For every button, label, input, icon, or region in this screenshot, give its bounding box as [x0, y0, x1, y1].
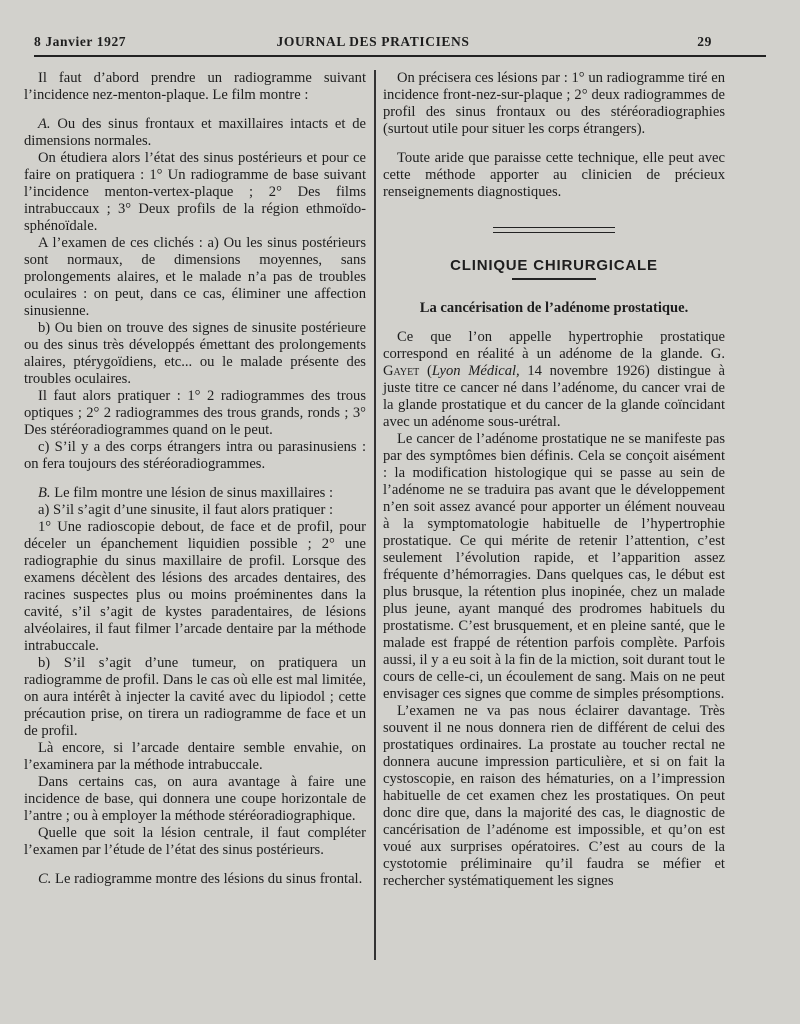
header-journal-title: JOURNAL DES PRATICIENS — [276, 34, 470, 49]
paragraph: Là encore, si l’arcade dentaire semble envahie, on l’examinera par la méthode intrabuccale. — [24, 740, 366, 773]
paragraph: Il faut d’abord prendre un radiogramme suivant l’incidence nez-menton-plaque. Le film montre : — [24, 70, 366, 103]
source-title: Lyon Médical, — [431, 362, 520, 379]
paragraph: 1° Une radioscopie debout, de face et de profil, pour déceler un épanchement liquidien possible ; 2° une radiographie du sinus maxillaire de profil. Lorsque des examens décèlent des lésions des arcades dentaires, des racines suspectes plus ou moins proéminentes dans la cavité, s’il s’agit de kystes paradentaires, de lésions alvéolaires, il faut filmer l’arcade dentaire par la méthode intrabuccale. — [24, 519, 366, 654]
intro-text: Ce que l’on appelle hypertrophie prostatique correspond en réalité à un adénome de la glande. — [383, 328, 725, 362]
paragraph: a) S’il s’agit d’une sinusite, il faut alors pratiquer : — [38, 502, 334, 518]
article-title: La cancérisation de l’adénome prostatique. — [419, 299, 689, 316]
paragraph: Quelle que soit la lésion centrale, il faut compléter l’examen par l’étude de l’état des sinus postérieurs. — [24, 825, 366, 858]
paragraph-section-a — [24, 116, 366, 150]
paragraph: A l’examen de ces clichés : a) Ou les sinus postérieurs sont normaux, de dimensions moyennes, sans prolongements alaires, et le malade n’a pas de troubles oculaires : on peut, dans ce cas, éliminer une affection sinusienne. — [24, 235, 366, 319]
section-c-label: C. — [38, 871, 52, 887]
section-underline — [512, 278, 596, 280]
paragraph: Dans certains cas, on aura avantage à faire une incidence de base, qui donnera une coupe horizontale de l’antre ; ou à employer la méthode stéréoradiographique. — [24, 774, 366, 824]
paragraph: b) Ou bien on trouve des signes de sinusite postérieure ou des sinus très développés émettant des prolongements alaires, ptérygoïdiens, etc... ou le malade présente des troubles oculaires. — [24, 320, 366, 387]
header-rule — [34, 55, 766, 57]
paragraph-section-b — [24, 485, 366, 502]
header-page-number: 29 — [697, 34, 712, 49]
paragraph: Le cancer de l’adénome prostatique ne se manifeste pas par des symptômes bien définis. Cela se conçoit aisément : la modification histologique qui se passe au sein de l’adénome ne se traduira pas avant que le développement n’en soit assez avancé pour apporter un élément nouveau à la symptomatologie habituelle de l’hypertrophie prostatique. Ce qui mérite de retenir l’attention, c’est seulement l’évolution rapide, et l’apparition assez fréquente d’hémorragies. Dans quelques cas, le début est plus brusque, la rétention plus inopinée, chez un malade plus jeune, ayant manqué des prodromes habituels du prostatisme. C’est brusquement, et en pleine santé, que le malade est frappé de rétention parfois complète. Parfois aussi, il y a eu soit à la fin de la miction, soit durant tout le cours de celle-ci, un écoulement de sang. Mais on ne peut envisager ces signes que comme de simples présomptions. — [383, 430, 725, 702]
section-c-text: Le radiogramme montre des lésions du sinus frontal. — [51, 871, 363, 887]
right-column — [383, 70, 725, 890]
paragraph: On étudiera alors l’état des sinus postérieurs et pour ce faire on pratiquera : 1° Un radiogramme de base suivant l’incidence menton-vertex-plaque ; 2° Des films intrabuccaux ; 3° Deux profils de la région ethmoïdo-sphénoïdale. — [24, 150, 366, 234]
section-a-label: A. — [38, 116, 51, 132]
left-column — [24, 70, 366, 888]
paragraph: Il faut alors pratiquer : 1° 2 radiogrammes des trous optiques ; 2° 2 radiogrammes des trous grands, ronds ; 3° Des stéréoradiogrammes quand on le peut. — [24, 388, 366, 438]
intro-text-continued: 14 novembre 1926) distingue à juste titre ce cancer né dans l’adénome, du cancer vrai de la glande prostatique et du cancer de la glande coïncidant avec un adénome sous-urétral. — [383, 362, 725, 430]
paragraph: On précisera ces lésions par : 1° un radiogramme tiré en incidence front-nez-sur-plaque ; 2° deux radiogrammes de profil des sinus frontaux ou des stéréoradiographies (surtout utile pour situer les corps étrangers). — [383, 70, 725, 137]
section-a-text: Ou des sinus frontaux et maxillaires intacts et de dimensions normales. — [24, 116, 366, 149]
paragraph: L’examen ne va pas nous éclairer davantage. Très souvent il ne nous donnera rien de différent de celui des prostatiques ordinaires. La prostate au toucher rectal ne donnera aucune impression particulière, et si on fait la cystoscopie, en raison des hématuries, on a l’impression habituelle de cet examen chez les prostatiques. On peut donc dire que, dans la majorité des cas, le diagnostic de cancérisation de l’adénome est impossible, et qu’on est voué aux surprises opératoires. C’est au cours de la cystotomie préliminaire qu’il faudra se méfier et rechercher systématiquement les signes — [383, 702, 725, 889]
paragraph: c) S’il y a des corps étrangers intra ou parasinusiens : on fera toujours des stéréoradiogrammes. — [24, 439, 366, 472]
paragraph: Toute aride que paraisse cette technique, elle peut avec cette méthode apporter au clinicien de précieux renseignements diagnostiques. — [383, 150, 725, 200]
paragraph-section-c — [24, 871, 366, 888]
header-date: 8 Janvier 1927 — [34, 34, 127, 49]
section-b-label: B. — [38, 485, 51, 501]
section-title: CLINIQUE CHIRURGICALE — [450, 257, 658, 274]
column-divider — [374, 70, 376, 960]
section-b-text: Le film montre une lésion de sinus maxillaires : — [50, 485, 334, 501]
page-header — [34, 34, 712, 54]
section-double-rule — [493, 227, 615, 233]
paragraph-intro: Ce que l’on appelle hypertrophie prostatique correspond en réalité à un adénome de la glande. G. Gayet (Lyon Médical, 14 novembre 1926) distingue à juste titre ce cancer né dans l’adénome, du cancer vrai de la glande prostatique et du cancer de la glande coïncidant avec un adénome sous-urétral. — [383, 328, 725, 430]
author-name: G. Gayet — [383, 345, 725, 379]
paragraph: b) S’il s’agit d’une tumeur, on pratiquera un radiogramme de profil. Dans le cas où elle est mal limitée, on aura intérêt à injecter la cavité avec du lipiodol ; cette précaution prise, on tirera un radiogramme de face et un de profil. — [24, 655, 366, 739]
